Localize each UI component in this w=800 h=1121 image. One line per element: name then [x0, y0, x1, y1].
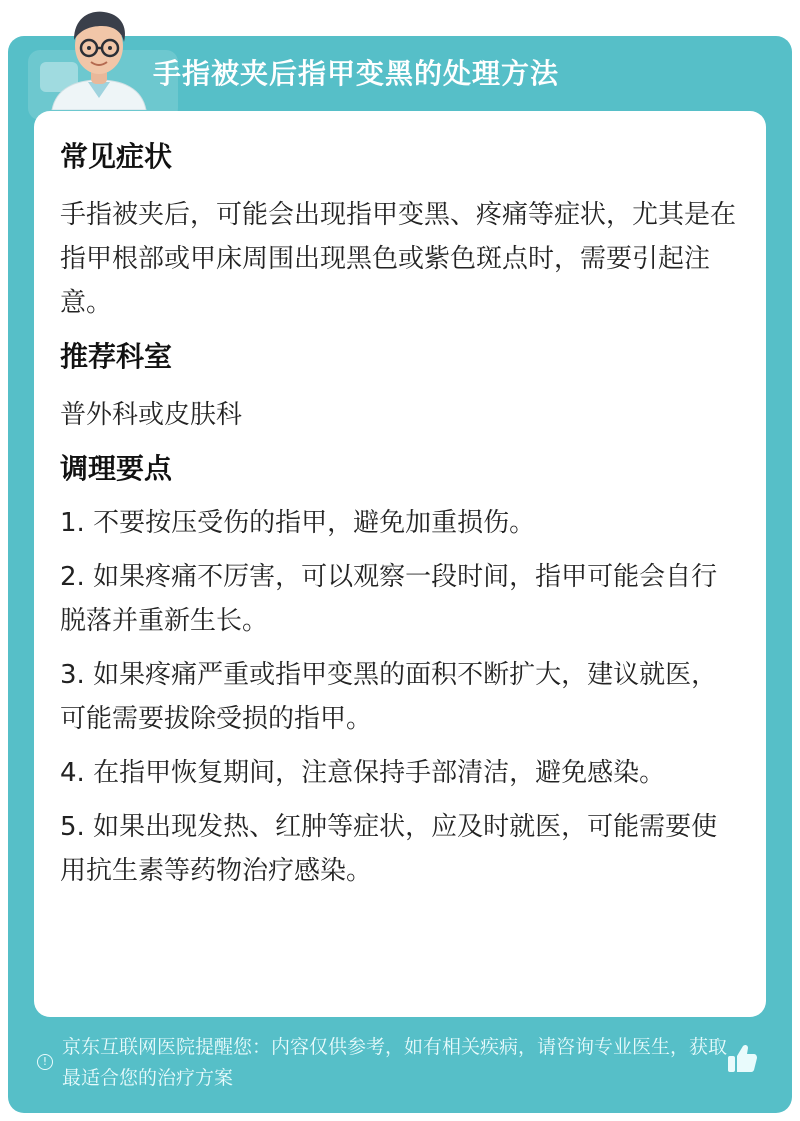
symptoms-text: 手指被夹后，可能会出现指甲变黑、疼痛等症状，尤其是在指甲根部或甲床周围出现黑色或紫色斑点时，需要引起注意。 [60, 200, 737, 318]
list-item: 4. 在指甲恢复期间，注意保持手部清洁，避免感染。 [60, 758, 666, 788]
footer-disclaimer: 京东互联网医院提醒您：内容仅供参考，如有相关疾病，请咨询专业医生，获取最适合您的治疗方案 [62, 1036, 728, 1089]
page-title: 手指被夹后指甲变黑的处理方法 [153, 57, 560, 90]
content-card [34, 111, 766, 1017]
doctor-avatar-icon [44, 2, 154, 110]
list-item: 3. 如果疼痛严重或指甲变黑的面积不断扩大，建议就医，可能需要拔除受损的指甲。 [60, 660, 718, 734]
thumbs-up-icon[interactable] [724, 1041, 760, 1077]
department-heading: 推荐科室 [60, 340, 173, 373]
info-icon: ! [37, 1054, 53, 1070]
list-item: 5. 如果出现发热、红肿等症状，应及时就医，可能需要使用抗生素等药物治疗感染。 [60, 812, 718, 886]
care-heading: 调理要点 [60, 452, 173, 485]
symptoms-heading: 常见症状 [60, 140, 173, 173]
list-item: 2. 如果疼痛不厉害，可以观察一段时间，指甲可能会自行脱落并重新生长。 [60, 562, 718, 636]
department-text: 普外科或皮肤科 [60, 400, 243, 430]
list-item: 1. 不要按压受伤的指甲，避免加重损伤。 [60, 508, 536, 538]
care-list [60, 501, 740, 893]
